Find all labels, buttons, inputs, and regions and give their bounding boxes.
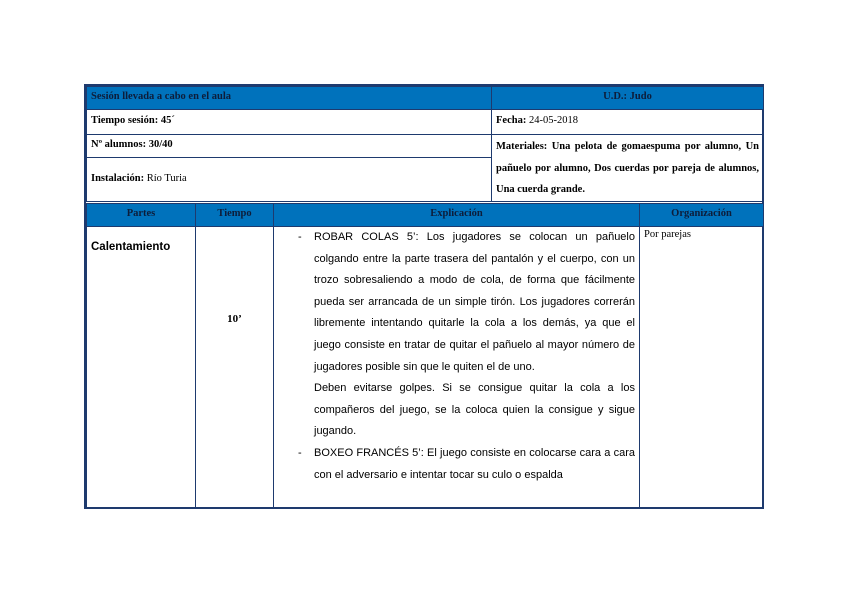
dash-marker: - [298,446,302,459]
materials-cell [491,134,764,202]
header-partes-label: Partes [126,208,156,219]
time-value: 10’ [227,313,242,325]
installation-cell [86,157,492,202]
part-name: Calentamiento [91,241,171,253]
session-time: Tiempo sesión: 45´ [91,115,175,126]
header-explicacion-label: Explicación [430,208,483,219]
unit-cell [491,86,764,110]
session-title-cell [86,86,492,110]
students-count: Nº alumnos: 30/40 [91,139,173,150]
date-cell [491,109,764,135]
unit-label: U.D.: Judo [603,91,652,102]
date-value: 24-05-2018 [526,115,578,126]
session-table [84,84,764,509]
activity-list [274,227,639,378]
time-cell [195,226,274,509]
organization-value: Por parejas [644,229,691,240]
session-time-cell [86,109,492,135]
students-cell [86,134,492,158]
installation-label: Instalación: [91,173,145,184]
materials-value: Una pelota de gomaespuma por alumno, Un pañuelo por alumno, Dos cuerdas por pareja de alumnos, Una cuerda grande. [496,141,759,195]
part-cell [86,226,196,509]
activity-item [274,443,639,486]
activity-text: BOXEO FRANCÉS 5’: El juego consiste en colocarse cara a cara con el adversario e intentar tocar su culo o espalda [314,446,635,481]
installation-value: Río Turia [144,173,187,184]
activity-item [274,227,639,378]
activity-note: Deben evitarse golpes. Si se consigue quitar la cola a los compañeros del juego, se la coloca quien la consigue y sigue jugando. [314,382,635,438]
header-tiempo-label: Tiempo [217,208,252,219]
date-label: Fecha: [496,115,527,126]
dash-marker: - [298,231,302,243]
organization-cell [639,226,764,509]
header-organizacion-label: Organización [671,208,732,219]
materials-label: Materiales: [496,141,548,152]
session-title: Sesión llevada a cabo en el aula [91,91,232,102]
activity-text: ROBAR COLAS 5’: Los jugadores se colocan un pañuelo colgando entre la parte trasera del pantalón y el cuerpo, con un trozo sobresaliendo a modo de cola, de forma que fácilmente pueda ser arrancada de un simple tirón. Los jugadores correrán libremente intentando quitarle la cola a los demás, ya que el juego consiste en tratar de quitar el pañuelo al mayor número de jugadores posible sin que le quiten el de uno. [314,231,635,373]
header-explicacion [273,203,640,227]
header-tiempo [195,203,274,227]
activity-list-2 [274,443,639,486]
header-partes [86,203,196,227]
explanation-cell [273,226,640,509]
header-organizacion [639,203,764,227]
